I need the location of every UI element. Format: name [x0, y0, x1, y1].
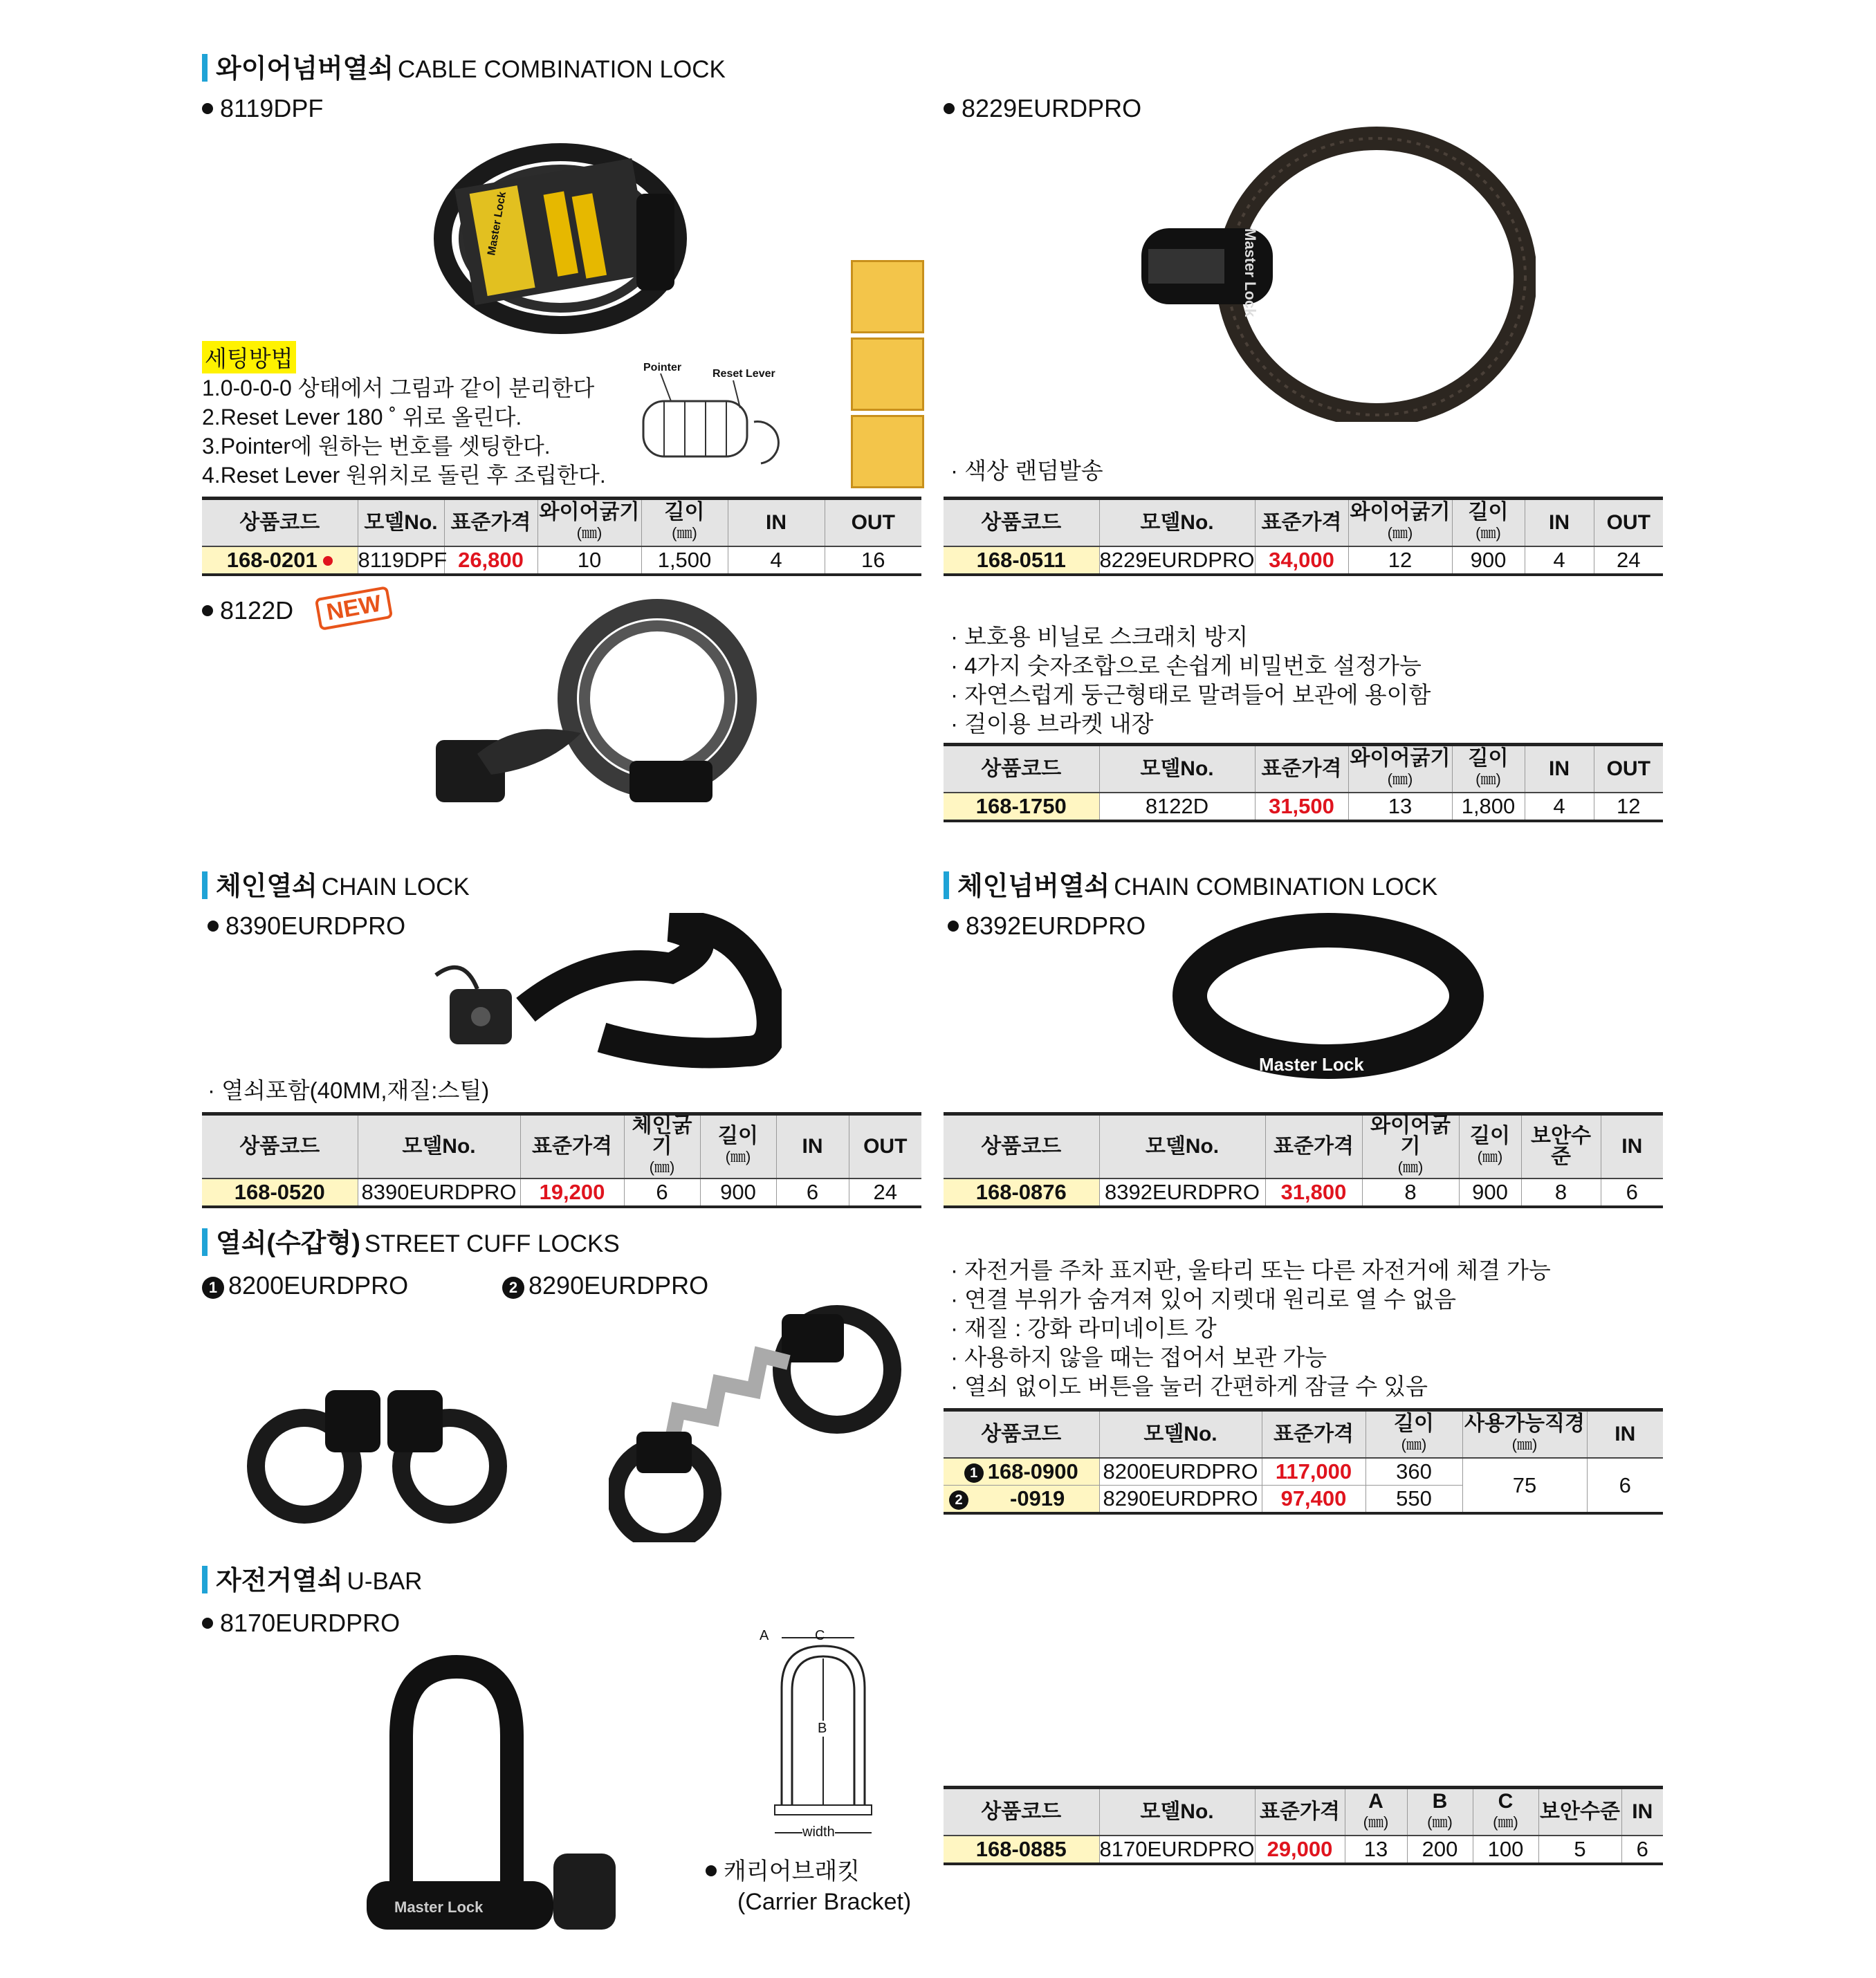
cell: 8	[1521, 1179, 1601, 1207]
col-header: 상품코드	[944, 1410, 1099, 1459]
product-code: 168-0876	[944, 1179, 1099, 1207]
col-header: 모델No.	[358, 1114, 520, 1179]
ubar-lock-image	[360, 1653, 664, 1971]
spec-table-8170eurdpro	[944, 1786, 1663, 1865]
col-header	[641, 499, 728, 547]
cell: 10	[537, 546, 641, 575]
col-header-text: 길이	[664, 501, 705, 524]
product-code: 168-0511	[944, 546, 1099, 575]
bullet-icon	[948, 921, 959, 932]
model-label: 8170EURDPRO	[220, 1609, 401, 1637]
col-header-text: C	[1498, 1790, 1514, 1813]
spec-table-8390eurdpro	[202, 1112, 921, 1208]
title-ko: 체인열쇠	[216, 872, 318, 901]
bullet-icon	[202, 605, 213, 616]
cell: 6	[1621, 1836, 1663, 1864]
model-no: 8229EURDPRO	[1099, 546, 1255, 575]
table-row	[944, 1836, 1663, 1864]
section-title-cable	[202, 47, 726, 85]
col-header-text: 길이	[1468, 747, 1509, 770]
cell: 75	[1462, 1458, 1587, 1513]
product-code: 168-0885	[944, 1836, 1099, 1864]
spec-table-8229eurdpro	[944, 497, 1663, 576]
instruction-photo-2	[851, 338, 924, 411]
col-header: OUT	[825, 499, 921, 547]
bullet-icon	[208, 921, 219, 932]
product-code: 168-1750	[944, 793, 1099, 821]
table-row	[944, 546, 1663, 575]
col-header: OUT	[1594, 499, 1663, 547]
brand-text: Master Lock	[394, 1898, 484, 1916]
cell: 13	[1348, 793, 1452, 821]
cell: 360	[1365, 1458, 1462, 1486]
unit: (㎜)	[1397, 1158, 1424, 1176]
code-text: 168-0900	[987, 1459, 1078, 1484]
col-header: 모델No.	[1099, 1410, 1262, 1459]
col-header: OUT	[849, 1114, 921, 1179]
unit: (㎜)	[1387, 524, 1413, 542]
spec-table-8119dpf	[202, 497, 921, 576]
price: 34,000	[1255, 546, 1348, 575]
number-2-icon: 2	[949, 1490, 968, 1510]
model-8119dpf	[202, 94, 323, 123]
col-header-text: 길이	[718, 1125, 758, 1147]
model-8229eurdpro	[944, 94, 1141, 123]
price: 97,400	[1262, 1486, 1365, 1514]
col-header: 상품코드	[944, 1788, 1099, 1836]
col-header: 모델No.	[1099, 499, 1255, 547]
title-ko: 체인넘버열쇠	[957, 872, 1110, 901]
cell: 550	[1365, 1486, 1462, 1514]
unit: (㎜)	[576, 524, 603, 542]
model-no: 8290EURDPRO	[1099, 1486, 1262, 1514]
col-header-text: 길이	[1470, 1125, 1510, 1147]
brand-text: Master Lock	[1242, 228, 1259, 317]
cell: 200	[1407, 1836, 1473, 1864]
model-label: 8290EURDPRO	[528, 1271, 709, 1300]
col-header: 모델No.	[1099, 1788, 1255, 1836]
bullet-icon	[944, 103, 955, 114]
col-header-text: 와이어굵기	[1350, 501, 1451, 524]
col-header: 보안수준	[1521, 1114, 1601, 1179]
col-header-text: 와이어굵기	[1370, 1114, 1451, 1158]
col-header: 표준가격	[1262, 1410, 1365, 1459]
cable-lock-8229eurdpro-image	[1121, 118, 1536, 422]
reset-lever-label: Reset Lever	[712, 368, 775, 380]
setting-step: 4.Reset Lever 원위치로 돌린 후 조립한다.	[202, 463, 606, 488]
col-header: 상품코드	[202, 499, 358, 547]
col-header: 모델No.	[358, 499, 444, 547]
feature-note: · 자전거를 주차 표지판, 울타리 또는 다른 자전거에 체결 가능	[950, 1257, 1551, 1283]
code-text: -0919	[1010, 1486, 1065, 1510]
table-row	[202, 546, 921, 575]
setting-step: 3.Pointer에 원하는 번호를 셋팅한다.	[202, 434, 551, 459]
cell: 6	[1587, 1458, 1663, 1513]
col-header: 표준가격	[1255, 1788, 1345, 1836]
price: 26,800	[444, 546, 537, 575]
title-en: CHAIN COMBINATION LOCK	[1114, 874, 1438, 900]
model-8170eurdpro	[202, 1609, 400, 1638]
cell: 4	[1525, 546, 1594, 575]
col-header-text: A	[1368, 1790, 1383, 1813]
unit: (㎜)	[1387, 770, 1413, 788]
unit: (㎜)	[725, 1148, 751, 1165]
cable-lock-8122d-image	[422, 595, 768, 837]
col-header-text: 사용가능직경	[1464, 1412, 1585, 1435]
cell: 5	[1538, 1836, 1621, 1864]
section-title-ubar	[202, 1559, 422, 1597]
title-bar	[202, 1566, 208, 1593]
cuff-lock-8200-image	[242, 1369, 519, 1528]
col-header-text: 체인굵기	[632, 1114, 692, 1158]
setting-step: 2.Reset Lever 180 ˚ 위로 올린다.	[202, 405, 522, 429]
model-label: 8119DPF	[220, 94, 324, 122]
unit: (㎜)	[1475, 524, 1501, 542]
bullet-icon	[202, 103, 213, 114]
cell: 13	[1345, 1836, 1407, 1864]
product-code: 168-0520	[202, 1179, 358, 1207]
col-header	[1459, 1114, 1521, 1179]
col-header	[700, 1114, 776, 1179]
spec-table-8392eurdpro	[944, 1112, 1663, 1208]
model-8122d	[202, 596, 293, 625]
title-ko: 자전거열쇠	[216, 1566, 343, 1596]
model-no: 8390EURDPRO	[358, 1179, 520, 1207]
col-header-text: 길이	[1394, 1412, 1434, 1435]
feature-note: · 재질 : 강화 라미네이트 강	[950, 1315, 1217, 1341]
cell: 1,800	[1452, 793, 1525, 821]
unit: (㎜)	[1511, 1436, 1538, 1453]
cable-lock-8119dpf-image	[429, 138, 692, 339]
col-header: 표준가격	[520, 1114, 624, 1179]
model-no: 8170EURDPRO	[1099, 1836, 1255, 1864]
product-code	[944, 1486, 1099, 1514]
col-header: 상품코드	[944, 1114, 1099, 1179]
cell: 24	[1594, 546, 1663, 575]
title-ko: 와이어넘버열쇠	[216, 55, 394, 84]
title-bar	[202, 871, 208, 899]
spec-table-8122d	[944, 743, 1663, 822]
col-header: IN	[776, 1114, 849, 1179]
col-header: 상품코드	[202, 1114, 358, 1179]
brand-text: Master Lock	[1259, 1054, 1364, 1075]
table-row	[944, 1458, 1663, 1486]
bullet-icon	[202, 1618, 213, 1629]
cell: 6	[776, 1179, 849, 1207]
cell: 6	[1601, 1179, 1663, 1207]
col-header: IN	[1525, 745, 1594, 793]
cell: 4	[1525, 793, 1594, 821]
feature-note: · 4가지 숫자조합으로 손쉽게 비밀번호 설정가능	[950, 653, 1422, 678]
carrier-bracket-caption	[706, 1856, 911, 1917]
col-header: 보안수준	[1538, 1788, 1621, 1836]
product-code	[944, 1458, 1099, 1486]
price: 31,800	[1265, 1179, 1362, 1207]
notes-cuff	[950, 1256, 1551, 1401]
col-header-text: 길이	[1468, 501, 1509, 524]
code-text: 168-0201	[226, 548, 318, 572]
price: 19,200	[520, 1179, 624, 1207]
col-header	[1452, 499, 1525, 547]
title-en: CABLE COMBINATION LOCK	[397, 56, 726, 83]
unit: (㎜)	[1427, 1813, 1453, 1831]
price: 29,000	[1255, 1836, 1345, 1864]
model-no: 8119DPF	[358, 546, 444, 575]
spec-table-cuff	[944, 1408, 1663, 1515]
model-label: 8390EURDPRO	[226, 912, 406, 940]
col-header: IN	[1525, 499, 1594, 547]
title-bar	[944, 871, 949, 899]
unit: (㎜)	[1477, 1148, 1503, 1165]
product-code	[202, 546, 358, 575]
model-8200eurdpro	[202, 1271, 408, 1300]
new-badge: NEW	[315, 586, 394, 631]
section-title-chain-combo	[944, 865, 1437, 903]
price: 31,500	[1255, 793, 1348, 821]
col-header: IN	[1587, 1410, 1663, 1459]
unit: (㎜)	[1493, 1813, 1518, 1831]
feature-note: · 사용하지 않을 때는 접어서 보관 가능	[950, 1344, 1327, 1370]
col-header: IN	[1621, 1788, 1663, 1836]
section-title-chain	[202, 865, 470, 903]
table-row	[944, 1179, 1663, 1207]
cell: 8	[1362, 1179, 1459, 1207]
unit: (㎜)	[1401, 1436, 1427, 1453]
col-header: OUT	[1594, 745, 1663, 793]
col-header: 표준가격	[1255, 745, 1348, 793]
feature-note: · 열쇠 없이도 버튼을 눌러 간편하게 잠글 수 있음	[950, 1374, 1428, 1399]
instruction-photo-3	[851, 415, 924, 488]
bracket-ko: 캐리어브래킷	[724, 1858, 861, 1885]
cell: 12	[1348, 546, 1452, 575]
col-header: 모델No.	[1099, 745, 1255, 793]
unit: (㎜)	[1363, 1813, 1389, 1831]
cuff-lock-8290-image	[609, 1293, 913, 1542]
col-header	[1365, 1410, 1462, 1459]
price: 117,000	[1262, 1458, 1365, 1486]
col-header: 표준가격	[1255, 499, 1348, 547]
feature-note: · 보호용 비닐로 스크래치 방지	[950, 624, 1249, 649]
model-label: 8200EURDPRO	[228, 1271, 409, 1300]
col-header: 표준가격	[1265, 1114, 1362, 1179]
cell: 1,500	[641, 546, 728, 575]
model-8390eurdpro	[208, 912, 405, 941]
unit: (㎜)	[649, 1158, 675, 1176]
col-header: 상품코드	[944, 745, 1099, 793]
model-label: 8122D	[220, 596, 294, 625]
table-row	[944, 793, 1663, 821]
model-no: 8122D	[1099, 793, 1255, 821]
note-chain: · 열쇠포함(40MM,재질:스틸)	[208, 1078, 490, 1103]
col-header: IN	[728, 499, 825, 547]
cell: 24	[849, 1179, 921, 1207]
note-random-color: · 색상 랜덤발송	[950, 458, 1103, 483]
pointer-label: Pointer	[643, 362, 682, 373]
chain-lock-8392-image	[1169, 913, 1501, 1079]
col-header: 모델No.	[1099, 1114, 1265, 1179]
instruction-photo-1	[851, 260, 924, 333]
number-2-icon: 2	[502, 1277, 524, 1299]
title-en: CHAIN LOCK	[321, 874, 470, 900]
model-label: 8229EURDPRO	[962, 94, 1142, 122]
setting-title: 세팅방법	[202, 341, 296, 373]
cell: 6	[624, 1179, 700, 1207]
red-dot-icon	[323, 556, 333, 566]
section-title-cuff	[202, 1221, 620, 1259]
unit: (㎜)	[672, 524, 697, 542]
title-en: U-BAR	[347, 1568, 423, 1595]
col-header	[1348, 499, 1452, 547]
setting-steps	[202, 373, 606, 490]
cell: 12	[1594, 793, 1663, 821]
title-bar	[202, 54, 208, 82]
cell: 100	[1473, 1836, 1538, 1864]
col-header	[1407, 1788, 1473, 1836]
dim-width-label: width	[802, 1824, 835, 1840]
col-header-text: 와이어굵기	[1350, 747, 1451, 770]
feature-note: · 연결 부위가 숨겨져 있어 지렛대 원리로 열 수 없음	[950, 1286, 1457, 1312]
model-no: 8392EURDPRO	[1099, 1179, 1265, 1207]
table-row	[202, 1179, 921, 1207]
col-header	[537, 499, 641, 547]
col-header	[624, 1114, 700, 1179]
title-ko: 열쇠(수갑형)	[216, 1229, 360, 1258]
chain-lock-8390-image	[422, 913, 782, 1079]
cell: 16	[825, 546, 921, 575]
dim-c-label: C	[815, 1628, 825, 1643]
setting-step: 1.0-0-0-0 상태에서 그림과 같이 분리한다	[202, 376, 595, 400]
feature-note: · 자연스럽게 둥근형태로 말려들어 보관에 용이함	[950, 682, 1431, 708]
cell: 900	[1459, 1179, 1521, 1207]
dim-a-label: A	[760, 1628, 769, 1643]
col-header	[1473, 1788, 1538, 1836]
model-label: 8392EURDPRO	[966, 912, 1146, 940]
cell: 900	[700, 1179, 776, 1207]
model-no: 8200EURDPRO	[1099, 1458, 1262, 1486]
col-header: IN	[1601, 1114, 1663, 1179]
number-1-icon: 1	[202, 1277, 224, 1299]
cell: 4	[728, 546, 825, 575]
title-en: STREET CUFF LOCKS	[364, 1230, 620, 1257]
cell: 900	[1452, 546, 1525, 575]
col-header-text: 와이어굵기	[539, 501, 640, 524]
brand-text: Master Lock	[486, 190, 509, 257]
col-header-text: B	[1432, 1790, 1448, 1813]
notes-8122d	[950, 622, 1431, 739]
col-header	[1452, 745, 1525, 793]
number-1-icon: 1	[964, 1463, 984, 1483]
dim-b-label: B	[818, 1721, 827, 1736]
col-header	[1345, 1788, 1407, 1836]
unit: (㎜)	[1475, 770, 1501, 788]
col-header	[1348, 745, 1452, 793]
col-header	[1362, 1114, 1459, 1179]
title-bar	[202, 1228, 208, 1256]
col-header	[1462, 1410, 1587, 1459]
feature-note: · 걸이용 브라켓 내장	[950, 711, 1154, 737]
model-8392eurdpro	[948, 912, 1146, 941]
col-header: 상품코드	[944, 499, 1099, 547]
col-header: 표준가격	[444, 499, 537, 547]
bullet-icon	[706, 1865, 717, 1876]
bracket-en: (Carrier Bracket)	[737, 1889, 912, 1915]
